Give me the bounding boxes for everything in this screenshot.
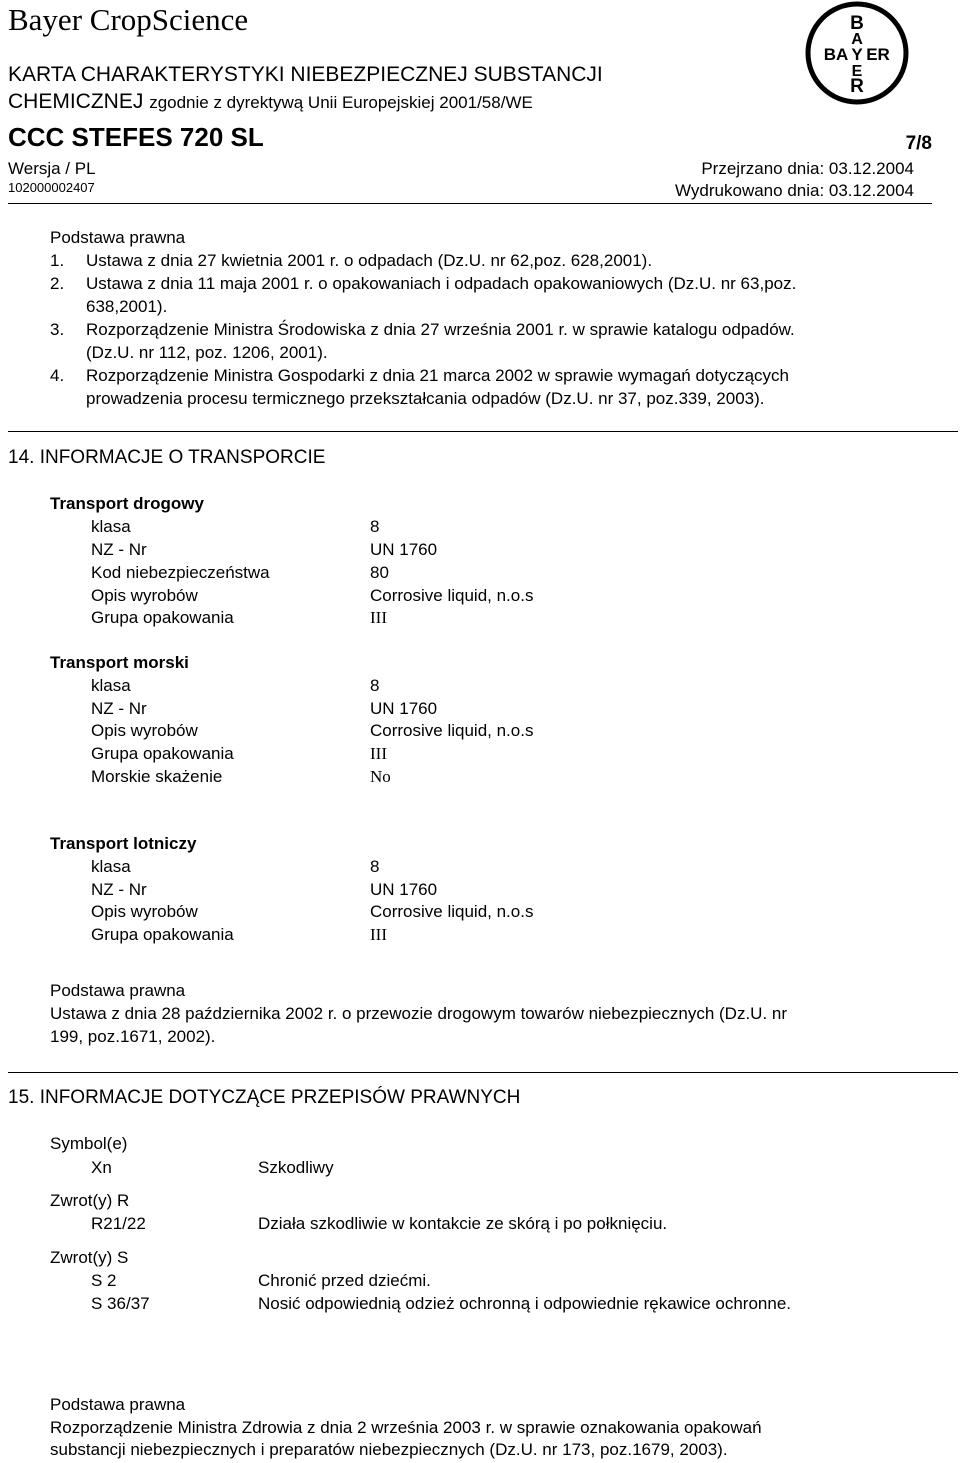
road-value-hazard-code: 80 bbox=[370, 563, 389, 582]
checked-date: Przejrzano dnia: 03.12.2004 bbox=[701, 159, 914, 178]
logo-letters-left: BA bbox=[823, 45, 849, 64]
air-value-packing-group: III bbox=[370, 925, 387, 944]
sea-value-class: 8 bbox=[370, 676, 380, 695]
road-value-packing-group: III bbox=[370, 608, 387, 627]
sea-value-description: Corrosive liquid, n.o.s bbox=[370, 721, 534, 740]
sea-label-packing-group: Grupa opakowania bbox=[91, 744, 234, 763]
road-transport-title: Transport drogowy bbox=[50, 494, 204, 513]
printed-date: Wydrukowano dnia: 03.12.2004 bbox=[675, 181, 914, 200]
section-divider bbox=[8, 431, 958, 432]
legal-item-num: 1. bbox=[50, 251, 65, 270]
section-14-heading: 14. INFORMACJE O TRANSPORCIE bbox=[8, 447, 326, 468]
r-phrase-text: Działa szkodliwie w kontakcie ze skórą i po połknięciu. bbox=[258, 1214, 668, 1233]
sea-label-marine-pollutant: Morskie skażenie bbox=[91, 767, 223, 786]
legal-item-text: Ustawa z dnia 11 maja 2001 r. o opakowaniach i odpadach opakowaniowych (Dz.U. nr 63,poz. bbox=[86, 274, 797, 293]
s-phrase-code: S 2 bbox=[91, 1271, 117, 1290]
logo-letter-vert4: E bbox=[851, 63, 863, 80]
section-15-heading: 15. INFORMACJE DOTYCZĄCE PRZEPISÓW PRAWNYCH bbox=[8, 1087, 521, 1108]
legal-item-num: 4. bbox=[50, 366, 65, 385]
sea-label-class: klasa bbox=[91, 676, 131, 695]
directive-text: zgodnie z dyrektywą Unii Europejskiej 2001/58/WE bbox=[149, 93, 533, 112]
road-label-packing-group: Grupa opakowania bbox=[91, 608, 234, 627]
sea-label-description: Opis wyrobów bbox=[91, 721, 198, 740]
legal-item-text: Rozporządzenie Ministra Gospodarki z dnia 21 marca 2002 w sprawie wymagań dotyczących bbox=[86, 366, 790, 385]
legal-item-text-cont: prowadzenia procesu termicznego przekształcania odpadów (Dz.U. nr 37, poz.339, 2003). bbox=[86, 389, 765, 408]
r-phrases-label: Zwrot(y) R bbox=[50, 1191, 130, 1210]
legal-basis-text: Rozporządzenie Ministra Zdrowia z dnia 2 września 2003 r. w sprawie oznakowania opakowań bbox=[50, 1418, 762, 1437]
legal-item-text-cont: 638,2001). bbox=[86, 297, 168, 316]
sheet-title-line2 bbox=[8, 90, 533, 114]
air-label-class: klasa bbox=[91, 857, 131, 876]
road-value-class: 8 bbox=[370, 517, 380, 536]
legal-basis-text: Ustawa z dnia 28 października 2002 r. o przewozie drogowym towarów niebezpiecznych (Dz.U. nr bbox=[50, 1004, 788, 1023]
sea-transport-title: Transport morski bbox=[50, 653, 189, 672]
legal-item-text: Ustawa z dnia 27 kwietnia 2001 r. o odpadach (Dz.U. nr 62,poz. 628,2001). bbox=[86, 251, 653, 270]
air-label-description: Opis wyrobów bbox=[91, 902, 198, 921]
r-phrase-code: R21/22 bbox=[91, 1214, 146, 1233]
legal-item-num: 2. bbox=[50, 274, 65, 293]
legal-item-text: Rozporządzenie Ministra Środowiska z dnia 27 września 2001 r. w sprawie katalogu odpadów. bbox=[86, 320, 795, 339]
symbol-label: Symbol(e) bbox=[50, 1134, 128, 1153]
road-label-description: Opis wyrobów bbox=[91, 586, 198, 605]
logo-letters-right: ER bbox=[866, 45, 890, 64]
symbol-code: Xn bbox=[91, 1158, 112, 1177]
road-label-un: NZ - Nr bbox=[91, 540, 147, 559]
s-phrase-code: S 36/37 bbox=[91, 1294, 150, 1313]
s-phrases-label: Zwrot(y) S bbox=[50, 1248, 129, 1267]
logo-letter-center: Y bbox=[851, 45, 863, 64]
sea-value-marine-pollutant: No bbox=[370, 767, 391, 786]
road-label-class: klasa bbox=[91, 517, 131, 536]
road-label-hazard-code: Kod niebezpieczeństwa bbox=[91, 563, 270, 582]
s-phrase-text: Chronić przed dziećmi. bbox=[258, 1271, 431, 1290]
symbol-text: Szkodliwy bbox=[258, 1158, 334, 1177]
product-name: CCC STEFES 720 SL bbox=[8, 122, 264, 152]
sea-value-packing-group: III bbox=[370, 744, 387, 763]
sea-value-un: UN 1760 bbox=[370, 699, 438, 718]
air-label-un: NZ - Nr bbox=[91, 880, 147, 899]
legal-basis-label: Podstawa prawna bbox=[50, 1395, 186, 1414]
sheet-title-main: CHEMICZNEJ bbox=[8, 90, 144, 113]
logo-letter-top: B bbox=[850, 13, 864, 34]
company-name: Bayer CropScience bbox=[8, 2, 249, 37]
bayer-logo bbox=[804, 0, 910, 106]
section-divider bbox=[8, 1072, 958, 1073]
air-transport-title: Transport lotniczy bbox=[50, 834, 197, 853]
air-value-un: UN 1760 bbox=[370, 880, 438, 899]
version: Wersja / PL bbox=[8, 159, 96, 178]
legal-item-text-cont: (Dz.U. nr 112, poz. 1206, 2001). bbox=[86, 343, 328, 362]
legal-item-num: 3. bbox=[50, 320, 65, 339]
air-value-description: Corrosive liquid, n.o.s bbox=[370, 902, 534, 921]
page-number: 7/8 bbox=[905, 133, 932, 154]
header-divider bbox=[8, 203, 932, 204]
sea-label-un: NZ - Nr bbox=[91, 699, 147, 718]
logo-letter-vert2: A bbox=[851, 31, 863, 48]
legal-basis-text-cont: 199, poz.1671, 2002). bbox=[50, 1027, 216, 1046]
legal-basis-label: Podstawa prawna bbox=[50, 981, 186, 1000]
air-value-class: 8 bbox=[370, 857, 380, 876]
legal-basis-label: Podstawa prawna bbox=[50, 228, 186, 247]
road-value-un: UN 1760 bbox=[370, 540, 438, 559]
road-value-description: Corrosive liquid, n.o.s bbox=[370, 586, 534, 605]
sheet-title-line1: KARTA CHARAKTERYSTYKI NIEBEZPIECZNEJ SUBSTANCJI bbox=[8, 63, 603, 86]
document-code: 102000002407 bbox=[8, 180, 95, 195]
air-label-packing-group: Grupa opakowania bbox=[91, 925, 234, 944]
s-phrase-text: Nosić odpowiednią odzież ochronną i odpowiednie rękawice ochronne. bbox=[258, 1294, 792, 1313]
logo-letter-bottom: R bbox=[850, 76, 864, 97]
legal-basis-text-cont: substancji niebezpiecznych i preparatów niebezpiecznych (Dz.U. nr 173, poz.1679, 2003). bbox=[50, 1440, 728, 1459]
